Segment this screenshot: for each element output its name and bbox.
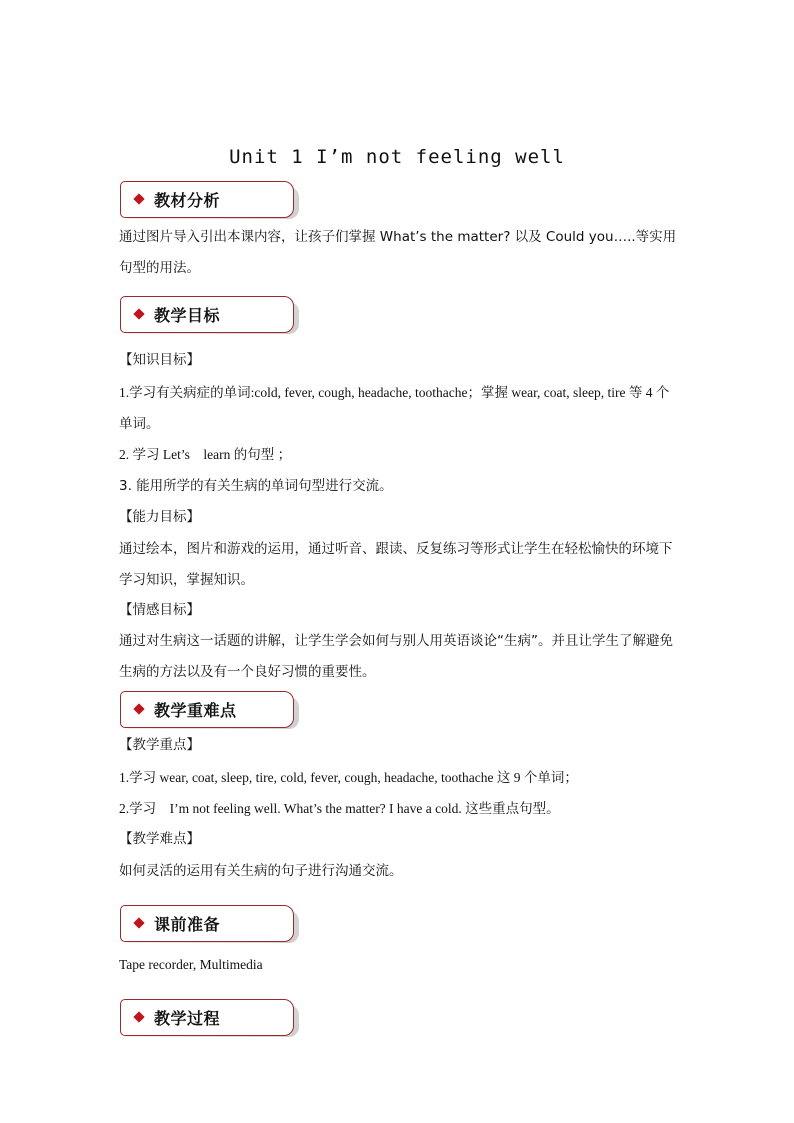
section-heading-process [120,999,306,1039]
document-title: Unit 1 I’m not feeling well [229,146,565,168]
preparation-text: Tape recorder, Multimedia [119,957,263,972]
section-heading-objectives [120,296,306,336]
analysis-text: 通过图片导入引出本课内容，让孩子们掌握 What’s the matter? 以及 Could you…..等实用句型的用法。 [119,229,677,276]
ability-goal-text: 通过绘本，图片和游戏的运用，通过听音、跟读、反复练习等形式让学生在轻松愉快的环境下学习知识，掌握知识。 [119,541,673,588]
section-heading-label: 教学过程 [154,1009,221,1028]
section-heading-label: 教材分析 [154,191,221,210]
section-heading-label: 课前准备 [154,915,221,934]
knowledge-goal-label: 【知识目标】 [119,352,200,368]
emotion-goal-text: 通过对生病这一话题的讲解，让学生学会如何与别人用英语谈论“生病”。并且让学生了解避免生病的方法以及有一个良好习惯的重要性。 [119,633,673,680]
section-heading-preparation [120,905,306,945]
section-heading-key-points [120,691,306,731]
knowledge-goal-item-2: 2. 学习 Let’s learn 的句型 ； [119,447,292,462]
knowledge-goal-item-3: 3. 能用所学的有关生病的单词句型进行交流。 [119,478,393,494]
section-heading-label: 教学目标 [154,306,221,325]
ability-goal-label: 【能力目标】 [119,509,200,525]
knowledge-goal-item-1: 1.学习有关病症的单词:cold, fever, cough, headache, toothache；掌握 wear, coat, sleep, tire 等 4 个单词。 [119,385,670,431]
section-heading-analysis [120,181,306,221]
difficulty-text: 如何灵活的运用有关生病的句子进行沟通交流。 [119,863,403,879]
focus-item-1: 1.学习 wear, coat, sleep, tire, cold, fever, cough, headache, toothache 这 9 个单词； [119,770,578,785]
emotion-goal-label: 【情感目标】 [119,602,200,618]
difficulty-label: 【教学难点】 [119,831,200,847]
focus-label: 【教学重点】 [119,737,200,753]
section-heading-label: 教学重难点 [154,701,237,720]
focus-item-2: 2.学习 I’m not feeling well. What’s the matter? I have a cold. 这些重点句型。 [119,801,560,816]
